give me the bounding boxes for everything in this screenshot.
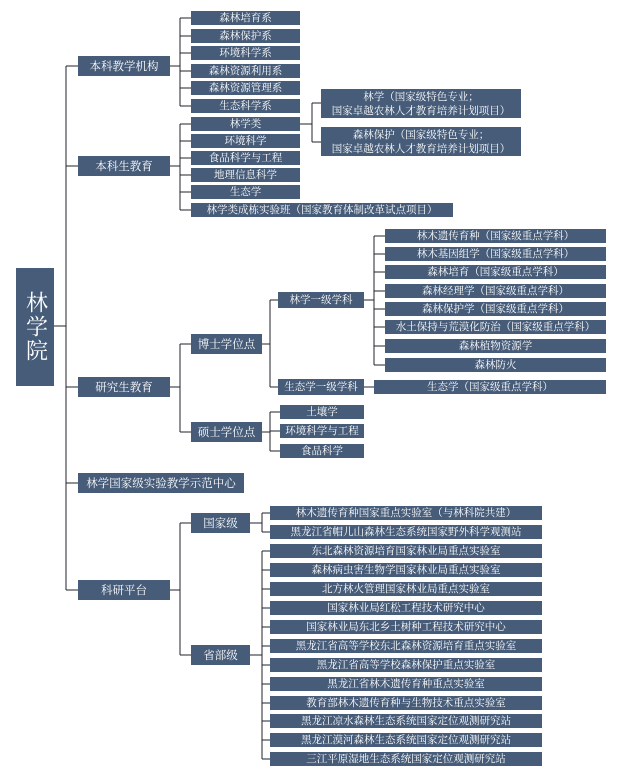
node-forestry-first: 林学一级学科 <box>278 292 364 308</box>
provincial-lab-item: 东北森林资源培育国家林业局重点实验室 <box>270 544 542 558</box>
discipline-item: 林木基因组学（国家级重点学科） <box>385 247 606 261</box>
forestry-major-2-line2: 国家卓越农林人才教育培养计划项目） <box>331 142 511 155</box>
provincial-lab-item: 黑龙江省高等学校森林保护重点实验室 <box>270 658 542 672</box>
major-item: 生态学 <box>191 185 300 199</box>
masters-item: 环境科学与工程 <box>280 424 364 438</box>
major-item: 地理信息科学 <box>191 168 300 182</box>
major-item: 林学类 <box>191 117 300 131</box>
forestry-major-1 <box>321 89 521 118</box>
major-item: 林学类成栋实验班（国家教育体制改革试点项目） <box>191 203 453 217</box>
national-lab-item: 黑龙江省帽儿山森林生态系统国家野外科学观测站 <box>270 525 542 539</box>
major-item: 食品科学与工程 <box>191 151 300 165</box>
dept-item: 生态科学系 <box>191 99 300 113</box>
provincial-lab-item: 国家林业局东北乡土树种工程技术研究中心 <box>270 620 542 634</box>
dept-item: 森林资源利用系 <box>191 64 300 78</box>
provincial-lab-item: 黑龙江漠河森林生态系统国家定位观测研究站 <box>270 733 542 747</box>
node-ecology-first: 生态学一级学科 <box>278 379 364 395</box>
provincial-lab-item: 黑龙江省林木遗传育种重点实验室 <box>270 677 542 691</box>
dept-item: 环境科学系 <box>191 46 300 60</box>
forestry-major-1-line2: 国家卓越农林人才教育培养计划项目） <box>331 104 511 117</box>
masters-item: 土壤学 <box>280 405 364 419</box>
forestry-major-2-line1: 森林保护（国家级特色专业； <box>352 128 490 141</box>
discipline-item: 森林经理学（国家级重点学科） <box>385 284 606 298</box>
dept-item: 森林培育系 <box>191 11 300 25</box>
provincial-lab-item: 森林病虫害生物学国家林业局重点实验室 <box>270 563 542 577</box>
dept-item: 森林保护系 <box>191 29 300 43</box>
node-demo-center: 林学国家级实验教学示范中心 <box>78 473 244 493</box>
masters-item: 食品科学 <box>280 444 364 458</box>
discipline-item: 森林植物资源学 <box>385 339 606 353</box>
forestry-major-2 <box>321 127 521 156</box>
national-lab-item: 林木遗传育种国家重点实验室（与林科院共建） <box>270 506 542 520</box>
node-teaching-org: 本科教学机构 <box>78 56 170 76</box>
node-undergrad: 本科生教育 <box>78 156 170 176</box>
node-doctoral: 博士学位点 <box>191 334 262 354</box>
discipline-item: 森林防火 <box>385 358 606 372</box>
discipline-item: 水土保持与荒漠化防治（国家级重点学科） <box>385 320 606 334</box>
discipline-item: 生态学（国家级重点学科） <box>374 380 606 394</box>
provincial-lab-item: 国家林业局红松工程技术研究中心 <box>270 601 542 615</box>
node-provincial: 省部级 <box>191 645 250 665</box>
major-item: 环境科学 <box>191 134 300 148</box>
provincial-lab-item: 黑龙江凉水森林生态系统国家定位观测研究站 <box>270 714 542 728</box>
discipline-item: 林木遗传育种（国家级重点学科） <box>385 229 606 243</box>
node-national: 国家级 <box>191 513 250 533</box>
root-node: 林学院 <box>16 268 54 386</box>
provincial-lab-item: 北方林火管理国家林业局重点实验室 <box>270 582 542 596</box>
dept-item: 森林资源管理系 <box>191 81 300 95</box>
provincial-lab-item: 黑龙江省高等学校东北森林资源培育重点实验室 <box>270 639 542 653</box>
discipline-item: 森林培育（国家级重点学科） <box>385 265 606 279</box>
provincial-lab-item: 教育部林木遗传育种与生物技术重点实验室 <box>270 696 542 710</box>
provincial-lab-item: 三江平原湿地生态系统国家定位观测研究站 <box>270 752 542 766</box>
discipline-item: 森林保护学（国家级重点学科） <box>385 302 606 316</box>
node-research: 科研平台 <box>78 580 170 600</box>
node-masters: 硕士学位点 <box>191 422 262 442</box>
node-graduate: 研究生教育 <box>78 377 170 397</box>
forestry-major-1-line1: 林学（国家级特色专业； <box>363 90 479 103</box>
